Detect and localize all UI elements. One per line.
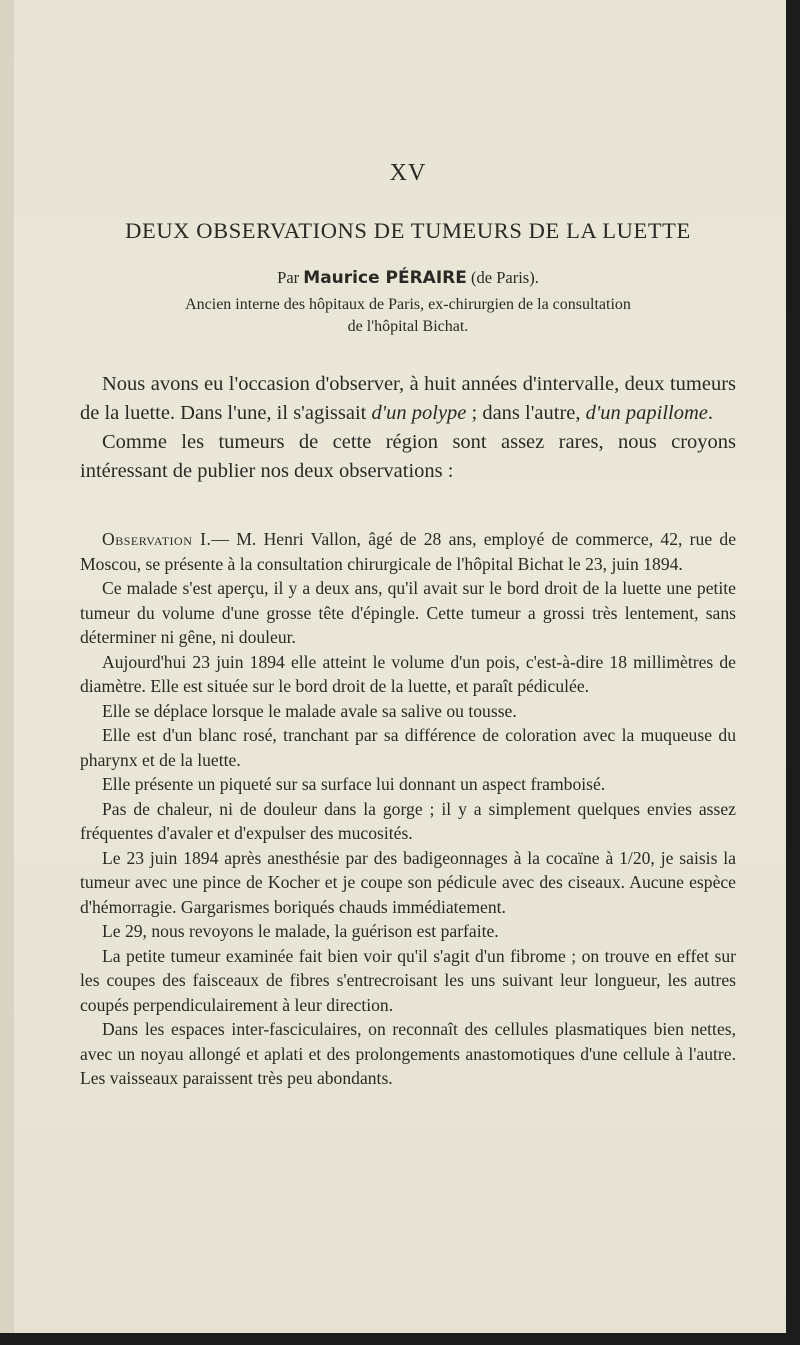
observation-paragraph-1 bbox=[80, 527, 736, 576]
introduction bbox=[80, 370, 736, 486]
observation-paragraph-9: Le 29, nous revoyons le malade, la guérison est parfaite. bbox=[102, 921, 499, 941]
observation-paragraph-3: Aujourd'hui 23 juin 1894 elle atteint le volume d'un pois, c'est-à-dire 18 millimètres de diamètre. Elle est située sur le bord droit de la luette, et paraît pédiculée. bbox=[80, 651, 736, 696]
chapter-number: XV bbox=[389, 160, 427, 186]
author-affiliation-line1: Ancien interne des hôpitaux de Paris, ex-chirurgien de la consultation bbox=[185, 296, 631, 313]
observation-paragraph-4: Elle se déplace lorsque le malade avale sa salive ou tousse. bbox=[102, 700, 517, 721]
intro-text: ; dans l'autre, bbox=[466, 402, 586, 424]
byline-suffix: (de Paris). bbox=[466, 268, 539, 287]
intro-text: . bbox=[707, 402, 714, 424]
observation-paragraph-11: Dans les espaces inter-fasciculaires, on reconnaît des cellules plasmatiques bien nettes, avec un noyau allongé et aplati et des prolongements anastomotiques d'une cellule à l'autre. Les vaisseaux paraissent très peu abondants. bbox=[80, 1019, 736, 1088]
observation-paragraph-8: Le 23 juin 1894 après anesthésie par des badigeonnages à la cocaïne à 1/20, je saisis la tumeur avec une pince de Kocher et je coupe son pédicule avec des ciseaux. Aucune espèce d'hémorragie. Gargarismes boriqués chauds immédiatement. bbox=[80, 847, 736, 917]
intro-emphasis-papillome: d'un papillome bbox=[585, 402, 708, 424]
observation-text: — M. Henri Vallon, âgé de 28 ans, employé de commerce, 42, rue de Moscou, se présente à la consultation chirurgicale de l'hôpital Bichat le 23, juin 1894. bbox=[80, 529, 737, 574]
observation-paragraph-5: Elle est d'un blanc rosé, tranchant par sa différence de coloration avec la muqueuse du pharynx et de la luette. bbox=[80, 725, 736, 770]
byline bbox=[80, 268, 736, 288]
observation-1 bbox=[80, 527, 736, 1091]
intro-paragraph-1 bbox=[80, 370, 736, 428]
observation-heading: Observation I. bbox=[102, 529, 212, 549]
observation-paragraph-10: La petite tumeur examinée fait bien voir qu'il s'agit d'un fibrome ; on trouve en effet sur les coupes des faisceaux de fibres s'entrecroisant les uns suivant leur longueur, les autres coupés perpendiculairement à leur direction. bbox=[80, 945, 736, 1015]
observation-paragraph-7: Pas de chaleur, ni de douleur dans la gorge ; il y a simplement quelques envies assez fréquentes d'avaler et d'expulser des mucosités. bbox=[80, 798, 736, 843]
intro-paragraph-2: Comme les tumeurs de cette région sont assez rares, nous croyons intéressant de publier nos deux observations : bbox=[80, 431, 736, 482]
page-left-margin bbox=[0, 0, 14, 1345]
author-name: Maurice PÉRAIRE bbox=[303, 268, 467, 288]
author-affiliation-line2: de l'hôpital Bichat. bbox=[347, 318, 469, 335]
intro-emphasis-polype: d'un polype bbox=[371, 402, 467, 424]
observation-paragraph-2: Ce malade s'est aperçu, il y a deux ans, qu'il avait sur le bord droit de la luette une petite tumeur du volume d'une grosse tête d'épingle. Cette tumeur a grossi très lentement, sans déterminer ni gêne, ni douleur. bbox=[80, 578, 736, 647]
scan-border-right bbox=[786, 0, 800, 1345]
intro-text: Nous avons eu l'occasion d'observer, à huit années d'intervalle, deux tumeurs de la luette. Dans l'une, il s'agissait bbox=[80, 373, 736, 424]
article-title: DEUX OBSERVATIONS DE TUMEURS DE LA LUETTE bbox=[125, 218, 691, 243]
observation-paragraph-6: Elle présente un piqueté sur sa surface lui donnant un aspect framboisé. bbox=[102, 774, 606, 794]
scan-border-bottom bbox=[0, 1333, 800, 1345]
byline-prefix: Par bbox=[277, 268, 304, 287]
